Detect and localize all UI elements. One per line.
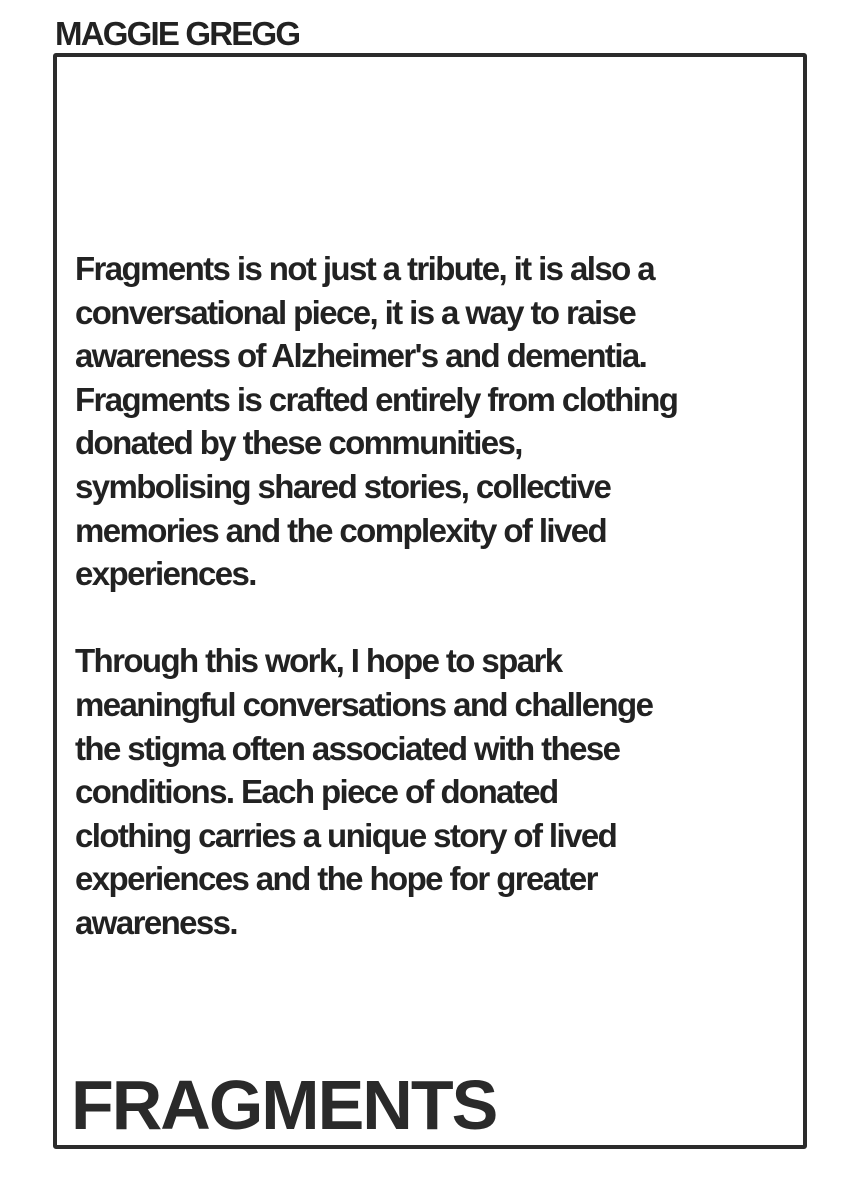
statement-text: Fragments is not just a tribute, it is also a conversational piece, it is a way to raise awareness of Alzheimer's and dementia. Fragments is crafted entirely from clothing donated by these communities, symbolising shared stories, collective memories and the complexity of lived experiences. Through this work, I hope to spark meaningful conversations and challenge the stigma often associated with these conditions. Each piece of donated clothing carries a unique story of lived experiences and the hope for greater awareness.: [75, 250, 678, 941]
work-title: FRAGMENTS: [71, 1066, 497, 1144]
text-frame: [53, 53, 807, 1149]
artist-name: MAGGIE GREGG: [55, 15, 300, 52]
